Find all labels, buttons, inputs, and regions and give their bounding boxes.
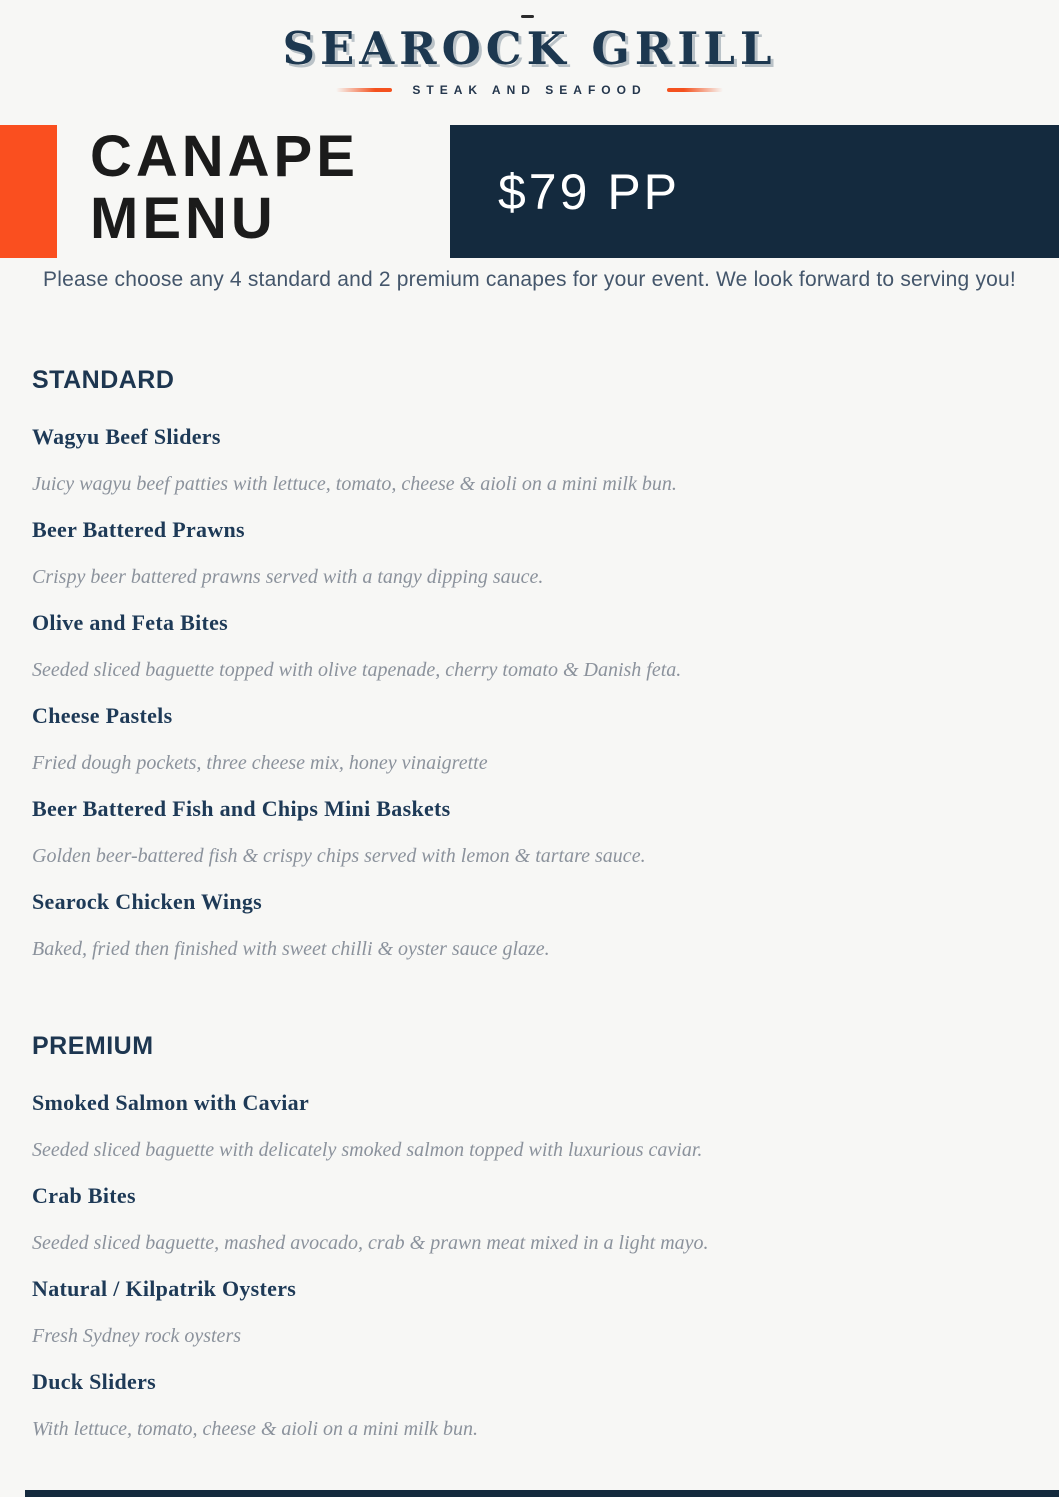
item-description: Seeded sliced baguette, mashed avocado, crab & prawn meat mixed in a light mayo. xyxy=(32,1232,709,1254)
item-title: Natural / Kilpatrik Oysters xyxy=(32,1276,297,1301)
section-standard xyxy=(32,366,1027,961)
item-description: Crispy beer battered prawns served with a tangy dipping sauce. xyxy=(32,566,544,588)
page-title-line2: MENU xyxy=(90,186,277,252)
page-title xyxy=(90,126,359,250)
menu-item xyxy=(32,1183,1027,1255)
item-title: Duck Sliders xyxy=(32,1369,157,1394)
section-heading-standard: STANDARD xyxy=(32,366,175,394)
item-description: Fried dough pockets, three cheese mix, honey vinaigrette xyxy=(32,752,488,774)
menu xyxy=(32,366,1027,1462)
restaurant-logo xyxy=(0,24,1059,97)
item-title: Beer Battered Fish and Chips Mini Baskets xyxy=(32,796,451,821)
item-title: Crab Bites xyxy=(32,1183,136,1208)
price-per-person: $79 PP xyxy=(498,163,681,220)
tagline-rule-left xyxy=(336,88,392,92)
item-description: Seeded sliced baguette with delicately smoked salmon topped with luxurious caviar. xyxy=(32,1139,703,1161)
logo-tagline-row xyxy=(0,83,1059,97)
logo-tagline: STEAK AND SEAFOOD xyxy=(412,82,647,97)
item-title: Beer Battered Prawns xyxy=(32,517,245,542)
item-description: Fresh Sydney rock oysters xyxy=(32,1325,242,1347)
top-dash-mark xyxy=(521,15,534,18)
item-description: Baked, fried then finished with sweet chilli & oyster sauce glaze. xyxy=(32,938,550,960)
section-heading-premium: PREMIUM xyxy=(32,1032,154,1060)
item-title: Searock Chicken Wings xyxy=(32,889,263,914)
menu-item xyxy=(32,517,1027,589)
item-title: Cheese Pastels xyxy=(32,703,173,728)
menu-item xyxy=(32,424,1027,496)
tagline-rule-right xyxy=(667,88,723,92)
item-title: Wagyu Beef Sliders xyxy=(32,424,221,449)
menu-item xyxy=(32,703,1027,775)
menu-item xyxy=(32,796,1027,868)
item-description: Juicy wagyu beef patties with lettuce, tomato, cheese & aioli on a mini milk bun. xyxy=(32,473,677,495)
logo-title: SEAROCK GRILL xyxy=(282,22,777,75)
orange-accent-block xyxy=(0,125,57,258)
section-premium xyxy=(32,1032,1027,1441)
item-title: Olive and Feta Bites xyxy=(32,610,229,635)
item-title: Smoked Salmon with Caviar xyxy=(32,1090,310,1115)
footer-bar xyxy=(25,1490,1059,1497)
item-description: Seeded sliced baguette topped with olive tapenade, cherry tomato & Danish feta. xyxy=(32,659,682,681)
page-title-line1: CANAPE xyxy=(90,124,359,189)
price-badge xyxy=(450,125,1059,258)
menu-item xyxy=(32,610,1027,682)
menu-item xyxy=(32,889,1027,961)
item-description: With lettuce, tomato, cheese & aioli on a mini milk bun. xyxy=(32,1418,479,1440)
item-description: Golden beer-battered fish & crispy chips served with lemon & tartare sauce. xyxy=(32,845,646,867)
menu-item xyxy=(32,1090,1027,1162)
menu-item xyxy=(32,1276,1027,1348)
intro-text: Please choose any 4 standard and 2 premium canapes for your event. We look forward to serving you! xyxy=(43,268,1016,291)
menu-item xyxy=(32,1369,1027,1441)
